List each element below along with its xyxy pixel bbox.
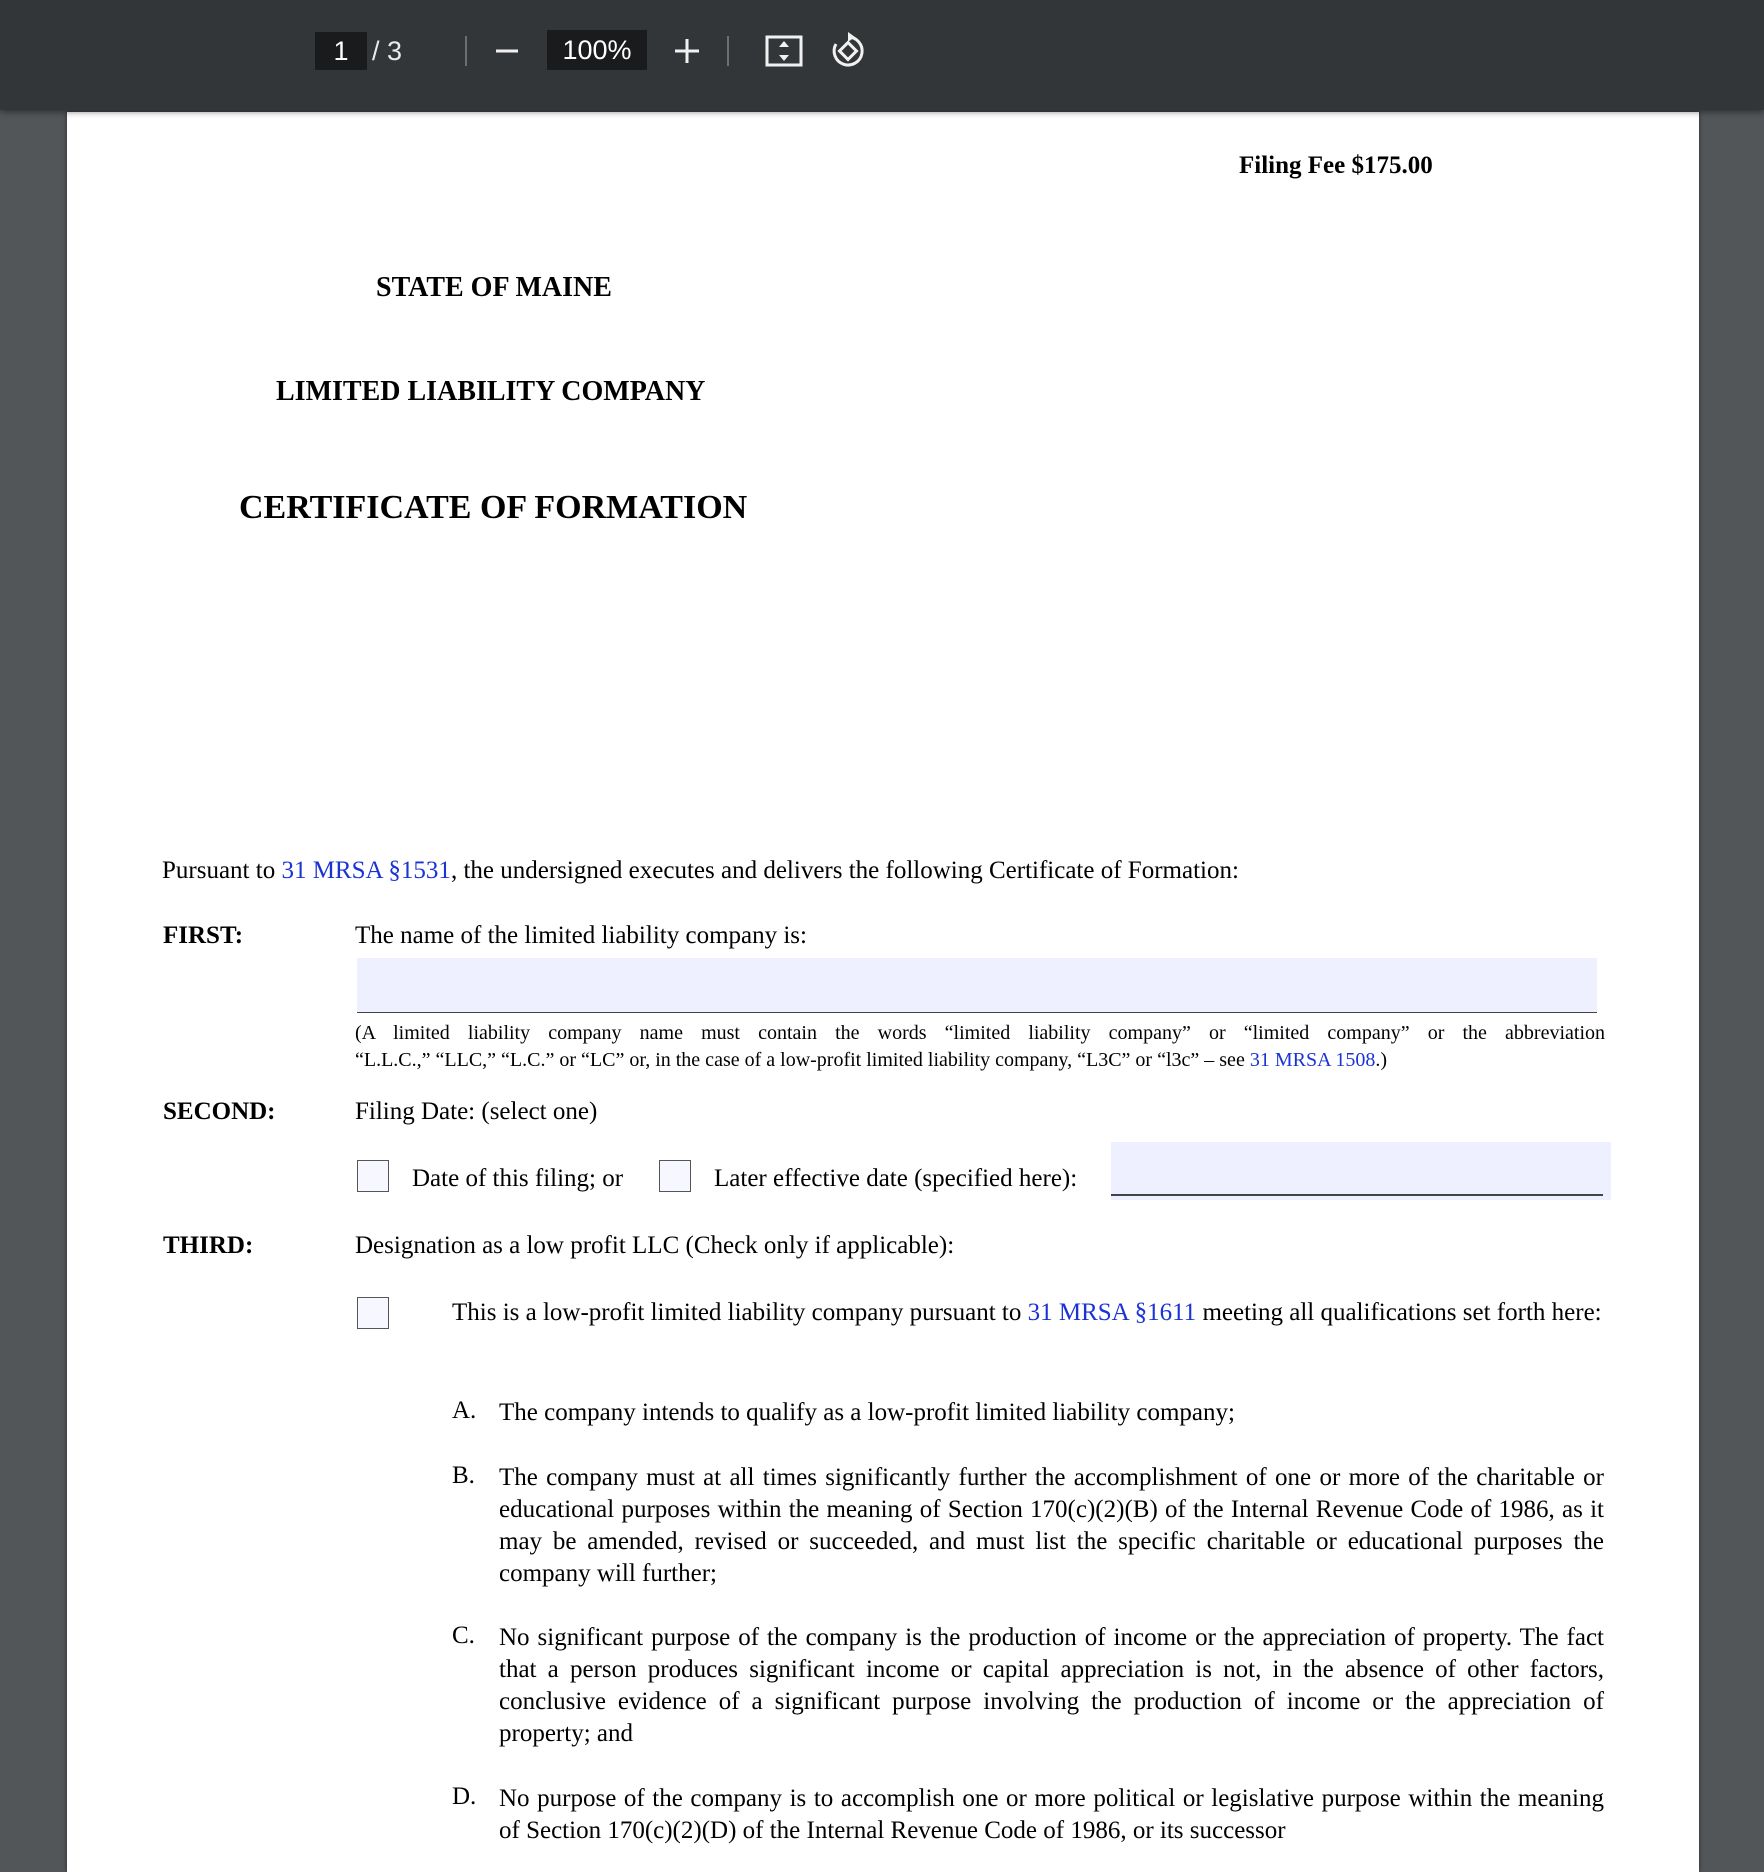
effective-date-underline — [1111, 1194, 1603, 1196]
pursuant-statement — [162, 857, 1239, 885]
item-text-d: No purpose of the company is to accomplish one or more political or legislative purpose within the meaning of Section 170(c)(2)(D) of the Internal Revenue Code of 1986, or its successor — [499, 1785, 1604, 1844]
company-type-heading: LIMITED LIABILITY COMPANY — [276, 376, 706, 407]
zoom-out-icon[interactable] — [487, 31, 527, 71]
certificate-title: CERTIFICATE OF FORMATION — [239, 489, 748, 526]
document-page — [67, 112, 1699, 1872]
note-line-2-end: .) — [1375, 1049, 1388, 1071]
fit-page-icon[interactable] — [764, 31, 804, 71]
filing-fee: Filing Fee $175.00 — [1239, 152, 1433, 179]
low-profit-question: Designation as a low profit LLC (Check only if applicable): — [355, 1232, 955, 1259]
low-profit-checkbox[interactable] — [357, 1297, 389, 1329]
low-profit-statement — [452, 1297, 1605, 1329]
statute-link-1531[interactable]: 31 MRSA §1531 — [281, 857, 451, 884]
later-date-checkbox[interactable] — [659, 1160, 691, 1192]
statute-link-1611[interactable]: 31 MRSA §1611 — [1027, 1299, 1197, 1326]
zoom-level-input[interactable]: 100% — [547, 30, 647, 70]
pdf-viewer[interactable] — [0, 110, 1764, 1844]
item-text-b: The company must at all times significantly further the accomplishment of one or more of the charitable or educational purposes within the meaning of Section 170(c)(2)(B) of the Internal Revenue Code of 1986, as it may be amended, revised or succeeded, and must list the specific charitable or educational purposes the company will further; — [499, 1464, 1604, 1587]
later-date-label: Later effective date (specified here): — [714, 1165, 1078, 1192]
page-number-input[interactable]: 1 — [315, 32, 367, 70]
company-name-question: The name of the limited liability company is: — [355, 922, 807, 949]
state-heading: STATE OF MAINE — [376, 272, 612, 303]
date-of-filing-label: Date of this filing; or — [412, 1165, 624, 1192]
statute-link-1508[interactable]: 31 MRSA 1508 — [1249, 1049, 1376, 1071]
company-name-field[interactable] — [357, 958, 1597, 1013]
page-total: / 3 — [372, 36, 403, 66]
pdf-toolbar — [0, 0, 1764, 110]
item-letter-d: D. — [452, 1783, 477, 1810]
first-label: FIRST: — [163, 922, 244, 949]
item-letter-b: B. — [452, 1462, 475, 1489]
toolbar-divider — [727, 36, 729, 66]
item-text-a: The company intends to qualify as a low-profit limited liability company; — [499, 1399, 1235, 1426]
zoom-in-icon[interactable] — [667, 31, 707, 71]
filing-date-question: Filing Date: (select one) — [355, 1098, 598, 1125]
second-label: SECOND: — [163, 1098, 276, 1125]
low-profit-text-end: meeting all qualifications set forth here: — [1196, 1299, 1602, 1326]
note-line-1: (A limited liability company name must contain the words “limited liability company” or “limited company” or the abbreviation — [355, 1022, 1605, 1044]
item-text-c: No significant purpose of the company is the production of income or the appreciation of property. The fact that a person produces significant income or capital appreciation is not, in the absence of other factors, conclusive evidence of a significant purpose involving the production of income or the appreciation of property; and — [499, 1624, 1604, 1747]
note-line-2: “L.L.C.,” “LLC,” “L.C.” or “LC” or, in the case of a low-profit limited liability company, “L3C” or “l3c” – see — [355, 1049, 1250, 1071]
low-profit-text: This is a low-profit limited liability company pursuant to — [452, 1299, 1028, 1326]
company-name-note — [355, 1020, 1605, 1074]
date-of-filing-checkbox[interactable] — [357, 1160, 389, 1192]
effective-date-field[interactable] — [1111, 1142, 1611, 1200]
rotate-icon[interactable] — [828, 31, 868, 71]
item-letter-c: C. — [452, 1622, 475, 1649]
pursuant-text-end: , the undersigned executes and delivers the following Certificate of Formation: — [450, 857, 1239, 884]
third-label: THIRD: — [163, 1232, 254, 1259]
toolbar-divider — [465, 36, 467, 66]
pursuant-text: Pursuant to — [162, 857, 282, 884]
item-letter-a: A. — [452, 1397, 477, 1424]
